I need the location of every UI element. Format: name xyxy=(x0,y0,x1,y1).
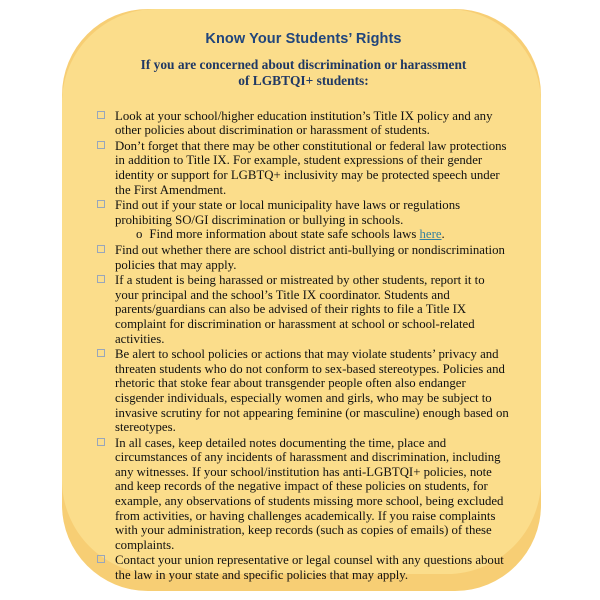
sub-bullet-line xyxy=(136,227,510,242)
list-item-text: Find out whether there are school district anti-bullying or nondiscrimination policies that may apply. xyxy=(115,242,505,272)
list-item xyxy=(97,109,510,138)
list-item xyxy=(97,243,510,272)
checkbox-bullet-icon xyxy=(97,275,105,283)
checkbox-bullet-icon xyxy=(97,349,105,357)
list-item-text: Look at your school/higher education institution’s Title IX policy and any other policies about discrimination or harassment of students. xyxy=(115,108,493,138)
list-item-text: Find out if your state or local municipality have laws or regulations prohibiting SO/GI discrimination or bullying in schools. xyxy=(115,198,461,227)
list-item-text: Contact your union representative or legal counsel with any questions about the law in your state and specific policies that may apply. xyxy=(115,553,504,583)
list-item xyxy=(97,273,510,346)
checkbox-bullet-icon xyxy=(97,111,105,119)
list-item-text: If a student is being harassed or mistreated by other students, report it to your principal and the school’s Title IX coordinator. Students and parents/guardians can also be advised of their rights to file a Title IX complaint for discrimination or harassment at school or school-related activities. xyxy=(115,273,485,346)
subtitle xyxy=(97,57,510,89)
sub-bullet-suffix: . xyxy=(441,227,445,242)
checkbox-bullet-icon xyxy=(97,141,105,149)
list-item xyxy=(97,347,510,435)
checkbox-bullet-icon xyxy=(97,438,105,446)
list-item xyxy=(97,436,510,553)
subtitle-line-2: of LGBTQI+ students: xyxy=(238,72,369,88)
checkbox-bullet-icon xyxy=(97,245,105,253)
list-item xyxy=(97,139,510,197)
list-item-text: Don’t forget that there may be other constitutional or federal law protections in addition to Title IX. For example, student expressions of their gender identity or support for LGBTQ+ inclusivity may be protected speech under the First Amendment. xyxy=(115,138,507,197)
sub-bullet-text: Find more information about state safe schools laws xyxy=(149,227,420,242)
circle-o-icon: o xyxy=(136,227,143,242)
rights-card xyxy=(62,9,541,584)
list-item-text: In all cases, keep detailed notes documenting the time, place and circumstances of any incidents of harassment and discrimination, including any witnesses. If your school/institution has anti-LGBTQI+ policies, note and keep records of the negative impact of these policies on students, for example, any observations of students missing more school, being excluded from activities, or having challenges academically. If you raise complaints with your administration, keep records (such as copies of emails) of these complaints. xyxy=(115,435,504,552)
page-title: Know Your Students’ Rights xyxy=(205,31,402,47)
here-link[interactable]: here xyxy=(419,227,442,242)
checkbox-bullet-icon xyxy=(97,555,105,563)
list-item xyxy=(97,553,510,582)
rights-list xyxy=(97,109,510,583)
checkbox-bullet-icon xyxy=(97,200,105,208)
list-item xyxy=(97,198,510,242)
subtitle-line-1: If you are concerned about discrimination or harassment xyxy=(140,57,467,72)
list-item-text: Be alert to school policies or actions that may violate students’ privacy and threaten students who do not conform to sex-based stereotypes. Policies and rhetoric that stoke fear about transgender people often also endanger cisgender individuals, especially women and girls, who may be subject to invasive scrutiny for not appearing feminine (or masculine) enough based on stereotypes. xyxy=(115,347,509,435)
